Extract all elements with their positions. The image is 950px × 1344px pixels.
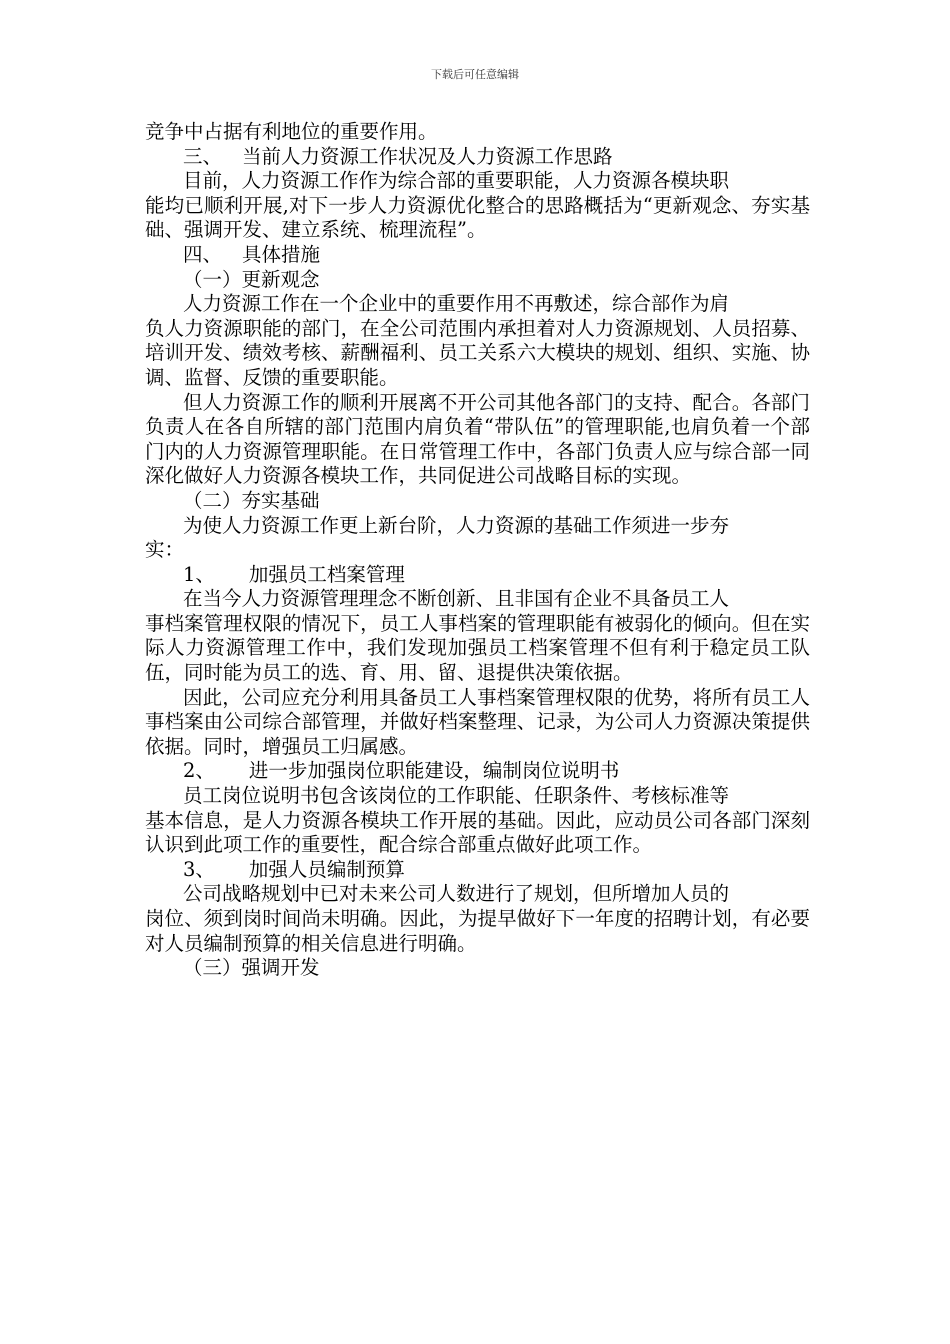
- paragraph: 竞争中占据有利地位的重要作用。: [145, 120, 438, 143]
- section-heading: [145, 243, 810, 268]
- section-number: 三、: [183, 144, 223, 168]
- item-number: 1、: [183, 562, 215, 586]
- item-number: 2、: [183, 759, 215, 783]
- paragraph-lead: 员工岗位说明书包含该岗位的工作职能、任职条件、考核标准等: [183, 784, 730, 808]
- paragraph: 能均已顺利开展,对下一步人力资源优化整合的思路概括为“更新观念、夯实基础、强调开发、建立系统、梳理流程”。: [145, 193, 810, 242]
- section-title: 当前人力资源工作状况及人力资源工作思路: [242, 144, 613, 168]
- section-number: 四、: [183, 242, 223, 266]
- subsection-heading: （一）更新观念: [183, 267, 320, 291]
- item-title: 加强人员编制预算: [248, 857, 405, 881]
- item-heading: [145, 563, 810, 588]
- item-number: 3、: [183, 857, 215, 881]
- page-header: 下载后可任意编辑: [431, 68, 519, 81]
- paragraph: 岗位、须到岗时间尚未明确。因此，为提早做好下一年度的招聘计划，有必要对人员编制预算的相关信息进行明确。: [145, 907, 810, 955]
- paragraph: 基本信息，是人力资源各模块工作开展的基础。因此，应动员公司各部门深刻认识到此项工作的重要性，配合综合部重点做好此项工作。: [145, 808, 810, 857]
- paragraph: 负人力资源职能的部门，在全公司范围内承担着对人力资源规划、人员招募、培训开发、绩效考核、薪酬福利、员工关系六大模块的规划、组织、实施、协调、监督、反馈的重要职能。: [145, 316, 810, 389]
- subsection-heading: （二）夯实基础: [183, 488, 320, 512]
- subsection-heading: （三）强调开发: [183, 956, 320, 980]
- paragraph: 但人力资源工作的顺利开展离不开公司其他各部门的支持、配合。各部门负责人在各自所辖的部门范围内肩负着“带队伍”的管理职能,也肩负着一个部门内的人力资源管理职能。在日常管理工作中，各部门负责人应与综合部一同深化做好人力资源各模块工作，共同促进公司战略目标的实现。: [145, 390, 810, 488]
- paragraph-lead: 目前，人力资源工作作为综合部的重要职能，人力资源各模块职: [183, 169, 730, 193]
- item-heading: [145, 759, 810, 784]
- paragraph-lead: 在当今人力资源管理理念不断创新、且非国有企业不具备员工人: [183, 587, 730, 611]
- paragraph: 事档案管理权限的情况下，员工人事档案的管理职能有被弱化的倾向。但在实际人力资源管理工作中，我们发现加强员工档案管理不但有利于稳定员工队伍，同时能为员工的选、育、用、留、退提供决策依据。: [145, 611, 810, 685]
- item-title: 进一步加强岗位职能建设，编制岗位说明书: [248, 759, 620, 783]
- document-body: [145, 120, 810, 981]
- paragraph-lead: 公司战略规划中已对未来公司人数进行了规划，但所增加人员的: [183, 882, 730, 906]
- paragraph: 实：: [145, 538, 185, 562]
- paragraph-lead: 人力资源工作在一个企业中的重要作用不再敷述，综合部作为肩: [183, 292, 730, 316]
- paragraph-lead: 为使人力资源工作更上新台阶，人力资源的基础工作须进一步夯: [183, 513, 730, 537]
- item-heading: [145, 858, 810, 883]
- item-title: 加强员工档案管理: [248, 562, 405, 586]
- section-title: 具体措施: [242, 242, 321, 266]
- paragraph: 因此，公司应充分利用具备员工人事档案管理权限的优势，将所有员工人事档案由公司综合部管理，并做好档案整理、记录，为公司人力资源决策提供依据。同时，增强员工归属感。: [145, 685, 810, 758]
- section-heading: [145, 145, 810, 170]
